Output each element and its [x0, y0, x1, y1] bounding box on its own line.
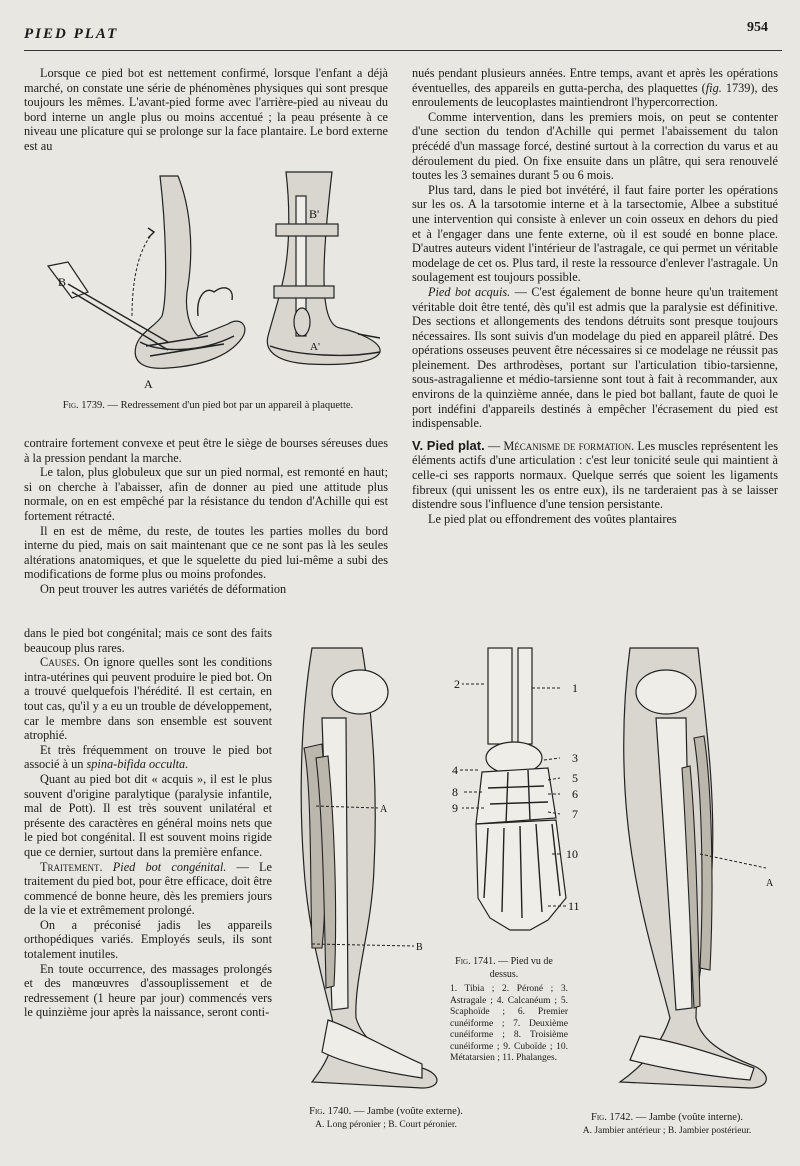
fig1739-title: Fig. 1739.	[62, 400, 105, 411]
paragraph: Plus tard, dans le pied bot invétéré, il faut faire porter les opérations sur les os. A la tarsotomie interne et à la tarsectomie, Albee a substitué une intervention qui consiste à enlever un coin osseux en dehors du pied et à l'engager dans une fente externe, où il est soudé en bonne place. D'autres auteurs vident l'intérieur de l'astragale, ce qui permet un véritable modelage de cet os. Plus tard, il reste la ressource d'enlever l'astragale. Un soulagement est toujours possible.	[412, 182, 778, 285]
fig1739-label-a-prime: A'	[310, 341, 320, 353]
right-col-text	[412, 66, 778, 526]
fig1740-legend: A. Long péronier ; B. Court péronier.	[315, 1119, 457, 1130]
section-text: Les muscles représentent les éléments actifs d'une articulation : c'est leur tonicité seule qui maintient à celle-ci ses rapports normaux. Quelque serrés que soient les ligaments fibreux (qui unissent les os entre eux), ils ne tarderaient pas à se laisser distendre sous l'influence d'une tension persistante.	[412, 438, 778, 512]
spina-text: Et très fréquemment on trouve le pied bot associé à un	[24, 742, 272, 772]
fig1742-title: Fig. 1742.	[590, 1112, 634, 1123]
paragraph: dans le pied bot congénital; mais ce sont des faits beaucoup plus rares.	[24, 626, 272, 655]
text-run: nués pendant plusieurs années. Entre temps, avant et après les opérations éventuelles, des appareils en gutta-percha, des plaquettes (	[412, 66, 778, 95]
figure-1740-illustration	[282, 648, 442, 1096]
section-subheading: — Mécanisme de formation.	[484, 438, 635, 453]
figure-1739-illustration	[28, 166, 388, 396]
paragraph	[412, 285, 778, 431]
fig1741-num-1: 1	[572, 681, 578, 695]
paragraph: Comme intervention, dans les premiers mois, on peut se contenter d'une section du tendon d'Achille qui permet l'abaissement du talon précédé d'un massage forcé, destiné surtout à la correction du varus et au déroulement du pied. On fixe ensuite dans un plâtre, qui sera renouvelé toutes les 3 semaines durant 5 ou 6 mois.	[412, 109, 778, 183]
paragraph	[412, 66, 778, 110]
traitement-heading: Traitement.	[40, 859, 103, 874]
fig1740-caption	[276, 1106, 496, 1131]
paragraph: Il en est de même, du reste, de toutes les parties molles du bord interne du pied, mais on sait maintenant que ce ne sont pas là les seules altérations anatomiques, et que le squelette du pied lui-même a subi des modifications de forme plus ou moins profondes.	[24, 523, 388, 582]
fig1741-legend: 1. Tibia ; 2. Péroné ; 3. Astragale ; 4. Calcanéum ; 5. Scaphoïde ; 6. Premier cunéiforme ; 7. Deuxième cunéiforme ; 8. Troisième cunéiforme ; 9. Cuboïde ; 10. Métatarsien ; 11. Phalanges.	[450, 984, 568, 1063]
fig-reference: fig.	[705, 80, 722, 95]
fig1741-num-3: 3	[572, 751, 578, 765]
section-v-paragraph	[412, 439, 778, 512]
fig1741-num-7: 7	[572, 807, 578, 821]
left-top-text	[24, 66, 388, 154]
fig1742-legend: A. Jambier antérieur ; B. Jambier postérieur.	[582, 1125, 752, 1136]
fig1739-label-b-prime: B'	[309, 207, 320, 221]
paragraph	[24, 743, 272, 772]
fig1741-num-6: 6	[572, 787, 578, 801]
fig1739-caption	[30, 400, 386, 413]
traitement-text: — Le traitement du pied bot, pour être efficace, doit être commencé de bonne heure, dès les premiers jours de la vie et extrêmement prolongé.	[24, 859, 272, 918]
fig1739-label-a: A	[144, 377, 153, 391]
figure-1742-illustration	[600, 648, 780, 1096]
fig1740-label-a: A	[380, 804, 388, 815]
fig1739-caption-text: — Redressement d'un pied bot par un appareil à plaquette.	[107, 400, 354, 411]
paragraph: Lorsque ce pied bot est nettement confirmé, lorsque l'enfant a déjà marché, on constate une série de phénomènes physiques qui sont presque toujours les mêmes. L'avant-pied forme avec l'arrière-pied au niveau du bord interne un angle plus ou moins accentué ; la peau présente à ce niveau une plicature qui se prolonge sur la face plantaire. Le bord externe est au	[24, 66, 388, 153]
fig1741-num-9: 9	[452, 801, 458, 815]
paragraph: En toute occurrence, des massages prolongés et des manœuvres d'assouplissement et de redressement (1 heure par jour) commencés vers le quinzième jour après la naissance, seront conti-	[24, 961, 272, 1020]
paragraph-traitement	[24, 860, 272, 918]
fig1742-caption	[552, 1112, 782, 1137]
fig1739-label-b: B	[58, 275, 67, 289]
page-number: 954	[747, 20, 768, 35]
paragraph: Le talon, plus globuleux que sur un pied normal, est remonté en haut; si on cherche à l'abaisser, afin de donner au pied une attitude plus normale, on en est empêché par la résistance du tendon d'Achille qui est fortement rétracté.	[24, 465, 388, 523]
fig1740-title: Fig. 1740.	[309, 1106, 352, 1117]
fig1741-caption	[454, 956, 554, 981]
fig1741-num-10: 10	[566, 847, 578, 861]
paragraph: Quant au pied bot dit « acquis », il est le plus souvent d'origine paralytique (paralysie infantile, mal de Pott). Il est très souvent unilatéral et présente des caractères en général moins nets que le pied bot congénital. Il est souvent moins rigide que ce dernier, surtout dans la première enfance.	[24, 771, 272, 859]
fig1741-num-5: 5	[572, 771, 578, 785]
paragraph: contraire fortement convexe et peut être le siège de bourses séreuses dues à la pression pendant la marche.	[24, 436, 388, 465]
fig1741-num-2: 2	[454, 677, 460, 691]
causes-heading: Causes.	[40, 655, 80, 670]
acquis-text: — C'est également de bonne heure qu'un traitement véritable doit être tenté, dès qu'il est admis que la paralysie est définitive. Des sections et allongements des tendons détruits sont presque toujours nécessaires. Ils sont suivis d'un modelage du pied en appareil plâtré. Des opérations osseuses peuvent être nécessaires si ce modelage ne réussit pas pleinement. Des arthrodèses, portant sur l'articulation tibio-tarsienne, sous-astragalienne et médio-tarsienne sont tout à fait à recommander, aux environs de la quinzième année, dans le pied bot ballant, faute de quoi le port indéfini d'appareils destinés à empêcher l'écrasement du pied est indispensable.	[412, 284, 779, 431]
fig1740-label-b: B	[416, 942, 423, 953]
causes-text: On ignore quelles sont les conditions intra-utérines qui peuvent produire le pied bot. On a trouvé quelquefois l'hérédité. Il est certain, en tout cas, qu'il y a eu un trouble de développement, car le membre dans son ensemble est souvent atrophié.	[24, 655, 272, 743]
left-mid-text	[24, 436, 388, 597]
section-heading: V. Pied plat.	[412, 437, 485, 453]
traitement-subheading: Pied bot congénital.	[102, 859, 227, 874]
fig1741-num-8: 8	[452, 785, 458, 799]
paragraph: On a préconisé jadis les appareils orthopédiques variés. Employés seuls, ils sont totalement inutiles.	[24, 917, 272, 962]
text-run: 1739), des enroulements de leucoplastes maintiendront l'hypercorrection.	[412, 80, 778, 110]
fig1742-label-a: A	[766, 878, 774, 889]
fig1741-title: Fig. 1741.	[455, 956, 496, 967]
spina-term: spina-bifida occulta.	[86, 757, 189, 772]
fig1740-caption-text: — Jambe (voûte externe).	[353, 1106, 463, 1117]
header-rule	[24, 50, 782, 51]
figure-1741-illustration	[448, 648, 598, 948]
paragraph-causes	[24, 655, 272, 743]
running-title: PIED PLAT	[24, 26, 119, 42]
fig1742-caption-text: — Jambe (voûte interne).	[635, 1112, 744, 1123]
fig1741-num-4: 4	[452, 763, 458, 777]
paragraph: On peut trouver les autres variétés de déformation	[40, 581, 287, 596]
fig1741-caption-text: — Pied vu de dessus.	[489, 956, 553, 980]
acquis-heading: Pied bot acquis.	[428, 284, 511, 299]
fig1741-num-11: 11	[568, 899, 580, 913]
left-narrow-text	[24, 626, 272, 1020]
paragraph: Le pied plat ou effondrement des voûtes plantaires	[428, 511, 677, 526]
